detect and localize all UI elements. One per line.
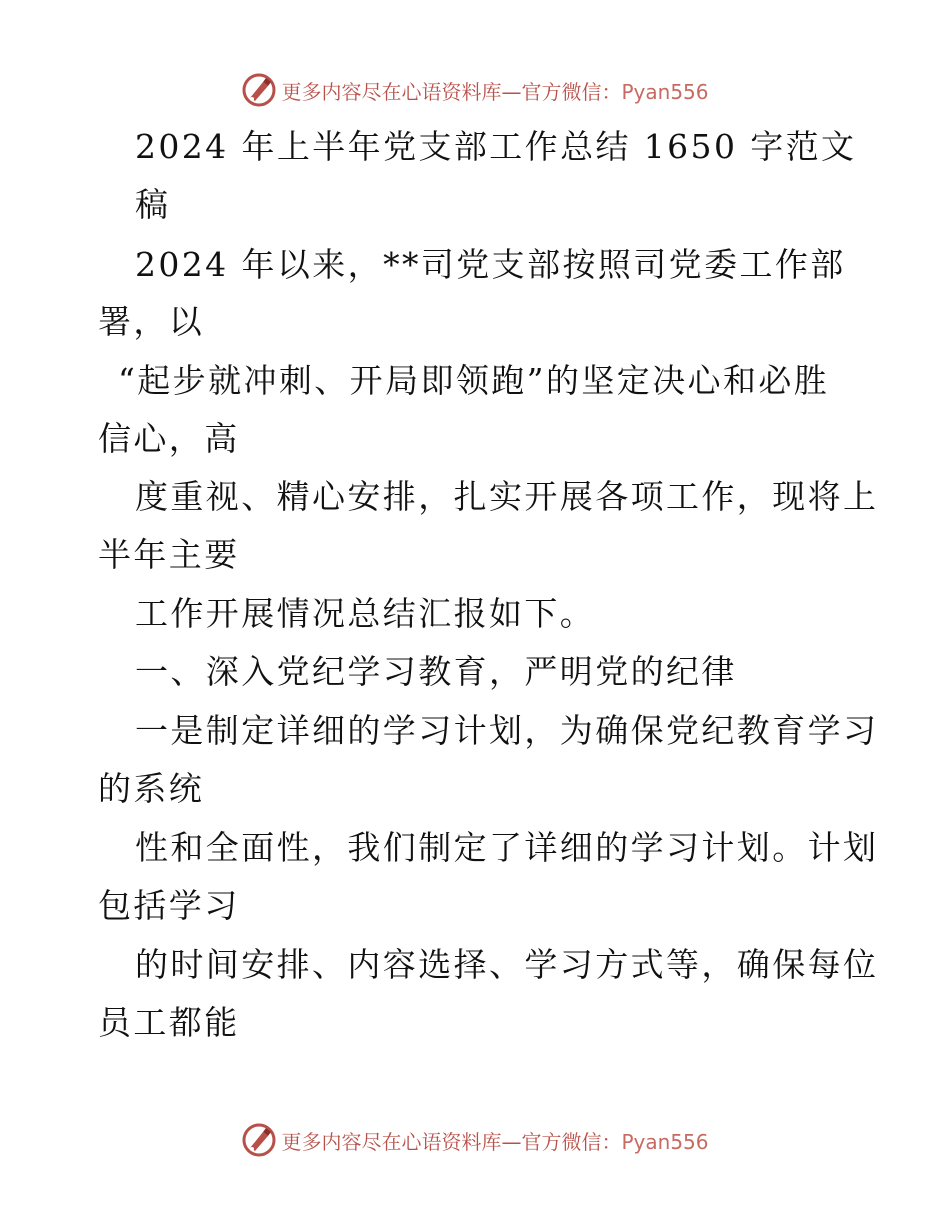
paragraph-line: 半年主要 (98, 535, 240, 574)
paragraph-line: 的时间安排、内容选择、学习方式等，确保每位 (135, 945, 879, 984)
wechat-handle: Pyan556 (621, 1129, 709, 1154)
paragraph-line: “起步就冲刺、开局即领跑”的坚定决心和必胜 (118, 361, 830, 400)
paragraph-line: 一是制定详细的学习计划，为确保党纪教育学习 (135, 711, 879, 750)
paragraph-line: 工作开展情况总结汇报如下。 (135, 594, 596, 633)
wechat-handle: Pyan556 (621, 79, 709, 104)
footer-watermark (0, 1120, 950, 1160)
paragraph-line: 署，以 (98, 302, 205, 341)
paragraph-line: 2024 年以来，**司党支部按照司党委工作部 (135, 245, 846, 284)
document-title-continued: 稿 (135, 185, 171, 224)
paragraph-line: 的系统 (98, 769, 205, 808)
document-title: 2024 年上半年党支部工作总结 1650 字范文 (135, 127, 857, 166)
paragraph-line: 信心，高 (98, 419, 240, 458)
pen-logo-icon (241, 1122, 277, 1158)
section-heading: 一、深入党纪学习教育，严明党的纪律 (135, 652, 737, 691)
paragraph-line: 包括学习 (98, 886, 240, 925)
watermark-text: 更多内容尽在心语资料库—官方微信：Pyan556 (281, 79, 709, 104)
paragraph-line: 性和全面性，我们制定了详细的学习计划。计划 (135, 828, 879, 867)
paragraph-line: 员工都能 (98, 1003, 240, 1042)
paragraph-line: 度重视、精心安排，扎实开展各项工作，现将上 (135, 477, 879, 516)
watermark-text: 更多内容尽在心语资料库—官方微信：Pyan556 (281, 1129, 709, 1154)
